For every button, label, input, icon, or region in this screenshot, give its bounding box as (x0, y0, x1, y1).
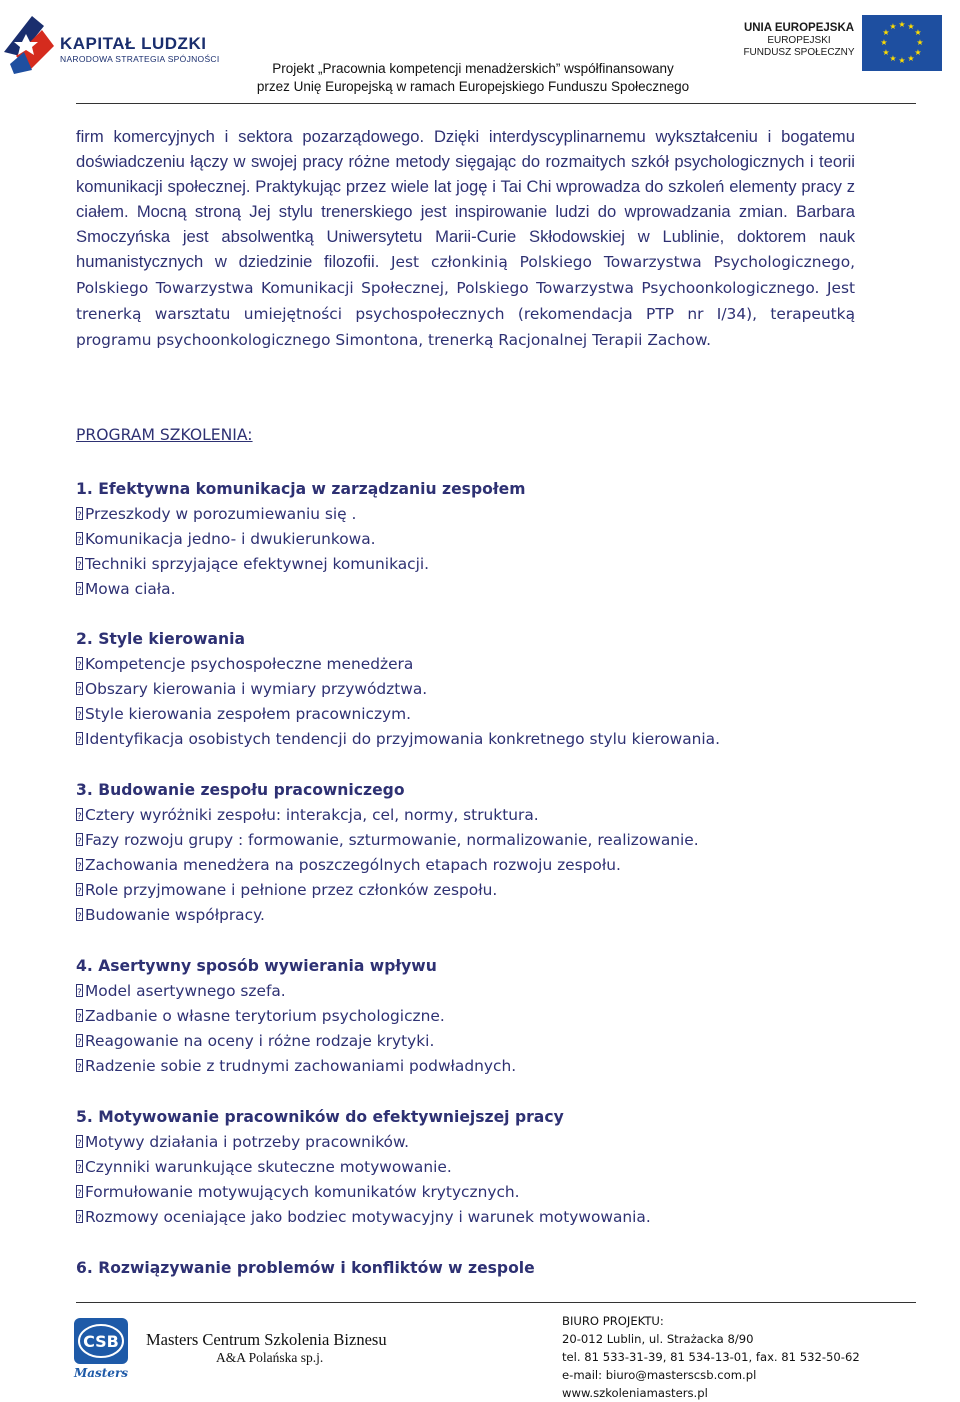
missing-glyph-icon (76, 1210, 83, 1223)
section-title: 6. Rozwiązywanie problemów i konfliktów w zespole (76, 1259, 535, 1277)
program-section-5 (76, 1105, 896, 1230)
eu-caption (734, 22, 864, 59)
project-office-contact (562, 1312, 860, 1402)
missing-glyph-icon (76, 1160, 83, 1173)
missing-glyph-icon (76, 984, 83, 997)
missing-glyph-icon (76, 732, 83, 745)
missing-glyph-icon (76, 507, 83, 520)
missing-glyph-icon (76, 883, 83, 896)
list-item (76, 1130, 896, 1155)
biuro-title: BIURO PROJEKTU: (562, 1314, 664, 1328)
address: 20-012 Lublin, ul. Strażacka 8/90 (562, 1332, 754, 1346)
phone: tel. 81 533-31-39, 81 534-13-01, fax. 81 532-50-62 (562, 1350, 860, 1364)
list-item-text: Fazy rozwoju grupy : formowanie, szturmowanie, normalizowanie, realizowanie. (85, 831, 699, 849)
svg-text:★: ★ (882, 28, 890, 37)
missing-glyph-icon (76, 908, 83, 921)
list-item-text: Mowa ciała. (85, 580, 176, 598)
program-section-4 (76, 954, 896, 1079)
list-item-text: Reagowanie na oceny i różne rodzaje krytyki. (85, 1032, 435, 1050)
eu-line-2: EUROPEJSKI (767, 35, 831, 46)
list-item-text: Budowanie współpracy. (85, 906, 265, 924)
project-line-1: Projekt „Pracownia kompetencji menadżerskich” współfinansowany (272, 61, 674, 76)
section-title: 2. Style kierowania (76, 630, 245, 648)
list-item (76, 577, 896, 602)
list-item (76, 803, 896, 828)
missing-glyph-icon (76, 1185, 83, 1198)
bio-sentence-7: Jest trenerką warsztatu umiejętności psychospołecznych (rekomendacja PTP nr I/34), terapeutką programu psychoonkologicznego Simontona, trenerką Racjonalnej Terapii Zachow. (76, 279, 855, 349)
list-item-text: Formułowanie motywujących komunikatów krytycznych. (85, 1183, 520, 1201)
list-item (76, 502, 896, 527)
trainer-bio (76, 124, 855, 353)
svg-text:★: ★ (882, 48, 890, 57)
list-item (76, 702, 896, 727)
missing-glyph-icon (76, 582, 83, 595)
section-title: 1. Efektywna komunikacja w zarządzaniu zespołem (76, 480, 526, 498)
missing-glyph-icon (76, 808, 83, 821)
company-name: Masters Centrum Szkolenia Biznesu (146, 1330, 387, 1349)
website: www.szkoleniamasters.pl (562, 1386, 708, 1400)
section-title: 5. Motywowanie pracowników do efektywniejszej pracy (76, 1108, 564, 1126)
missing-glyph-icon (76, 532, 83, 545)
bio-sentence-1: firm komercyjnych i sektora pozarządowego. (76, 127, 434, 146)
bio-sentence-4: Mocną stroną Jej stylu trenerskiego jest inspirowanie ludzi do wprowadzania zmian. (136, 202, 796, 221)
list-item (76, 727, 896, 752)
eu-line-3: FUNDUSZ SPOŁECZNY (743, 47, 855, 58)
project-line-2: przez Unię Europejską w ramach Europejskiego Funduszu Społecznego (256, 79, 690, 94)
eu-flag-icon (862, 15, 942, 71)
svg-text:★: ★ (907, 54, 915, 63)
logo-text: Masters (73, 1366, 129, 1380)
missing-glyph-icon (76, 1009, 83, 1022)
svg-text:★: ★ (914, 28, 922, 37)
section-title: 4. Asertywny sposób wywierania wpływu (76, 957, 437, 975)
missing-glyph-icon (76, 657, 83, 670)
bio-sentence-3: Praktykując przez wiele lat jogę i Tai Chi wprowadza do szkoleń elementy pracy z ciałem. (76, 177, 855, 221)
list-item-text: Przeszkody w porozumiewaniu się . (85, 505, 357, 523)
list-item-text: Cztery wyróżniki zespołu: interakcja, cel, normy, struktura. (85, 806, 539, 824)
footer-divider (76, 1302, 916, 1303)
list-item-text: Motywy działania i potrzeby pracowników. (85, 1133, 410, 1151)
list-item (76, 979, 896, 1004)
program-section-3 (76, 778, 896, 928)
list-item (76, 527, 896, 552)
list-item (76, 828, 896, 853)
list-item-text: Identyfikacja osobistych tendencji do przyjmowania konkretnego stylu kierowania. (85, 730, 721, 748)
list-item (76, 552, 896, 577)
list-item (76, 903, 896, 928)
list-item (76, 1180, 896, 1205)
list-item-text: Techniki sprzyjające efektywnej komunikacji. (85, 555, 430, 573)
kapital-ludzki-subtitle: NARODOWA STRATEGIA SPÓJNOŚCI (60, 54, 220, 64)
program-section-2 (76, 627, 896, 752)
list-item-text: Rozmowy oceniające jako bodziec motywacyjny i warunek motywowania. (85, 1208, 651, 1226)
missing-glyph-icon (76, 1059, 83, 1072)
eu-logo (722, 8, 958, 80)
list-item-text: Radzenie sobie z trudnymi zachowaniami podwładnych. (85, 1057, 517, 1075)
eu-line-1: UNIA EUROPEJSKA (743, 22, 855, 34)
list-item (76, 1029, 896, 1054)
program-heading: PROGRAM SZKOLENIA: (76, 426, 253, 444)
kapital-ludzki-title: KAPITAŁ LUDZKI (60, 34, 207, 53)
email: e-mail: biuro@masterscsb.com.pl (562, 1368, 757, 1382)
list-item (76, 677, 896, 702)
list-item (76, 652, 896, 677)
bio-paragraph (76, 124, 855, 353)
svg-text:★: ★ (914, 48, 922, 57)
list-item (76, 853, 896, 878)
list-item-text: Style kierowania zespołem pracowniczym. (85, 705, 412, 723)
list-item-text: Komunikacja jedno- i dwukierunkowa. (85, 530, 376, 548)
svg-text:★: ★ (907, 22, 915, 31)
svg-text:★: ★ (889, 22, 897, 31)
program-section-1 (76, 477, 896, 602)
missing-glyph-icon (76, 1135, 83, 1148)
list-item (76, 1205, 896, 1230)
svg-text:★: ★ (889, 54, 897, 63)
header-divider (76, 103, 916, 104)
missing-glyph-icon (76, 1034, 83, 1047)
bio-sentence-5: Barbara Smoczyńska jest absolwentką Uniwersytetu Marii-Curie Skłodowskiej w Lublinie, doktorem nauk humanistycznych w dziedzinie filozofii. (76, 202, 856, 271)
list-item-text: Kompetencje psychospołeczne menedżera (85, 655, 414, 673)
company-subtitle: A&A Polańska sp.j. (216, 1350, 324, 1365)
list-item (76, 878, 896, 903)
list-item (76, 1004, 896, 1029)
list-item (76, 1054, 896, 1079)
list-item-text: Model asertywnego szefa. (85, 982, 286, 1000)
missing-glyph-icon (76, 682, 83, 695)
list-item-text: Czynniki warunkujące skuteczne motywowanie. (85, 1158, 452, 1176)
bio-sentence-6: Jest członkinią Polskiego Towarzystwa Psychologicznego, Polskiego Towarzystwa Komunikacji Społecznej, Polskiego Towarzystwa Psychoonkologicznego. (76, 253, 856, 297)
bio-sentence-2: Dzięki interdyscyplinarnemu wykształceniu i bogatemu doświadczeniu łączy w swojej pracy różne metody sięgając do rozmaitych szkół psychologicznych i teorii komunikacji społecznej. (76, 127, 855, 196)
page-header (0, 0, 960, 105)
svg-text:★: ★ (898, 56, 906, 65)
program-section-6 (76, 1256, 896, 1281)
list-item (76, 1155, 896, 1180)
svg-text:★: ★ (898, 20, 906, 29)
list-item-text: Role przyjmowane i pełnione przez członków zespołu. (85, 881, 498, 899)
svg-text:★: ★ (880, 38, 888, 47)
logo-mark: CSB (83, 1332, 119, 1351)
list-item-text: Zachowania menedżera na poszczególnych etapach rozwoju zespołu. (85, 856, 621, 874)
project-caption (228, 60, 718, 96)
svg-text:★: ★ (916, 38, 924, 47)
missing-glyph-icon (76, 557, 83, 570)
missing-glyph-icon (76, 707, 83, 720)
masters-csb-logo-icon (72, 1316, 130, 1380)
list-item-text: Obszary kierowania i wymiary przywództwa. (85, 680, 428, 698)
missing-glyph-icon (76, 833, 83, 846)
section-title: 3. Budowanie zespołu pracowniczego (76, 781, 405, 799)
missing-glyph-icon (76, 858, 83, 871)
list-item-text: Zadbanie o własne terytorium psychologiczne. (85, 1007, 445, 1025)
